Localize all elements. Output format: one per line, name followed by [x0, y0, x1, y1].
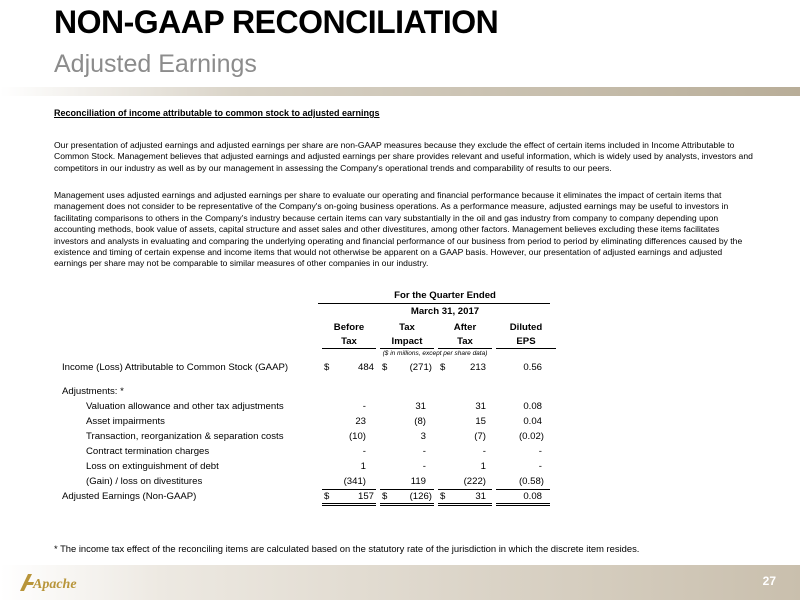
- paragraph-2: Management uses adjusted earnings and adjusted earnings per share to evaluate our operating and financial performance because it eliminates the impact of certain items that management does not consider to be representative of the Company's on-going business operations. As a performance measure, adjusted earnings may be useful to investors in facilitating comparisons to others in the Company's industry because certain items can vary substantially in the oil and gas industry from company to company depending upon accounting methods, book value of assets, capital structure and asset sales and other divestitures, among other factors. Management believes excluding these items facilitates investors and analysts in evaluating and comparing the underlying operating and financial performance of our business from period to period by eliminating differences caused by the existence and timing of certain expense and income items that would not otherwise be apparent on a GAAP basis. However, our presentation of adjusted earnings and adjusted earnings per share may not be comparable to similar measures of other companies in our industry.: [54, 190, 743, 269]
- page-number: 27: [762, 574, 776, 588]
- adj-row-impact: 3: [420, 431, 426, 442]
- col-header-before-bottom: Tax: [341, 336, 357, 347]
- gaap-row-cur3: $: [440, 362, 446, 373]
- period-header-line2: March 31, 2017: [410, 306, 480, 317]
- adj-row-before: -: [362, 446, 366, 457]
- total-row-cur2: $: [382, 491, 388, 502]
- col-underline-4: [496, 348, 556, 349]
- adj-row-after: (222): [463, 476, 486, 487]
- adj-row-eps: -: [538, 461, 542, 472]
- total-row-before: 157: [357, 491, 374, 502]
- section-heading: Reconciliation of income attributable to common stock to adjusted earnings: [54, 108, 380, 118]
- adj-row-impact: (8): [414, 416, 426, 427]
- adj-row-before: (10): [348, 431, 366, 442]
- adj-row-eps: 0.08: [523, 401, 542, 412]
- subtotal-underline-1: [322, 489, 376, 490]
- adj-row-label: Valuation allowance and other tax adjustments: [86, 401, 284, 412]
- adj-row-after: 15: [475, 416, 486, 427]
- adj-row-label: Transaction, reorganization & separation costs: [86, 431, 284, 442]
- adj-row-eps: (0.58): [518, 476, 544, 487]
- total-double-underline-2a: [380, 503, 434, 504]
- adj-row-impact: 119: [410, 476, 426, 487]
- total-double-underline-1b: [322, 505, 376, 506]
- adj-row-after: (7): [474, 431, 486, 442]
- gaap-row-impact: (271): [409, 362, 432, 373]
- col-header-after-top: After: [453, 322, 477, 333]
- footnote: * The income tax effect of the reconciling items are calculated based on the statutory rate of the jurisdiction in which the discrete item resides.: [54, 543, 640, 554]
- col-underline-2: [380, 348, 434, 349]
- adj-row-eps: (0.02): [518, 431, 544, 442]
- total-row-after: 31: [475, 491, 486, 502]
- adj-row-label: Contract termination charges: [86, 446, 210, 457]
- total-double-underline-4a: [496, 503, 550, 504]
- period-underline: [318, 303, 550, 304]
- adj-row-before: 1: [360, 461, 366, 472]
- logo-wordmark: Apache: [33, 577, 77, 592]
- col-underline-1: [322, 348, 376, 349]
- adj-row-after: 1: [480, 461, 486, 472]
- adj-row-label: Loss on extinguishment of debt: [86, 461, 219, 472]
- gaap-row-before: 484: [357, 362, 374, 373]
- slide-title: NON-GAAP RECONCILIATION: [54, 4, 499, 40]
- total-row-impact: (126): [409, 491, 432, 502]
- gaap-row-eps: 0.56: [523, 362, 542, 373]
- adjustments-label: Adjustments: *: [62, 386, 124, 397]
- gaap-row-after: 213: [469, 362, 486, 373]
- adj-row-label: (Gain) / loss on divestitures: [86, 476, 203, 487]
- total-row-cur1: $: [324, 491, 330, 502]
- col-underline-3: [438, 348, 492, 349]
- total-double-underline-4b: [496, 505, 550, 506]
- total-double-underline-1a: [322, 503, 376, 504]
- adj-row-label: Asset impairments: [86, 416, 165, 427]
- adj-row-after: 31: [475, 401, 486, 412]
- apache-logo: [16, 570, 96, 594]
- gaap-row-cur2: $: [382, 362, 388, 373]
- gaap-row-cur1: $: [324, 362, 330, 373]
- total-row-cur3: $: [440, 491, 446, 502]
- col-header-tax-top: Tax: [399, 322, 415, 333]
- title-divider: [0, 87, 800, 96]
- adj-row-before: -: [362, 401, 366, 412]
- total-row-label: Adjusted Earnings (Non-GAAP): [62, 491, 197, 502]
- col-header-eps-bottom: EPS: [516, 336, 536, 347]
- paragraph-1: Our presentation of adjusted earnings and adjusted earnings per share are non-GAAP measures because they exclude the effect of certain items included in Income Attributable to Common Stock. Management believes that adjusted earnings and adjusted earnings per share provides relevant and useful information, which is widely used by analysts, investors and competitors in our industry as well as by our management in assessing the Company's operational trends and comparability of results to our peers.: [54, 140, 753, 173]
- total-double-underline-3b: [438, 505, 492, 506]
- col-header-before-top: Before: [333, 322, 365, 333]
- units-note: ($ in millions, except per share data): [382, 350, 488, 357]
- col-header-tax-bottom: Impact: [391, 336, 423, 347]
- footer-bar: [0, 565, 800, 600]
- gaap-row-label: Income (Loss) Attributable to Common Stock (GAAP): [62, 362, 289, 373]
- period-header-line1: For the Quarter Ended: [394, 290, 496, 301]
- adj-row-impact: 31: [415, 401, 426, 412]
- col-header-after-bottom: Tax: [457, 336, 473, 347]
- adj-row-eps: 0.04: [523, 416, 542, 427]
- adj-row-after: -: [482, 446, 486, 457]
- adj-row-eps: -: [538, 446, 542, 457]
- total-double-underline-2b: [380, 505, 434, 506]
- slide-subtitle: Adjusted Earnings: [54, 50, 257, 78]
- col-header-diluted-top: Diluted: [509, 322, 543, 333]
- subtotal-underline-4: [496, 489, 550, 490]
- subtotal-underline-2: [380, 489, 434, 490]
- adj-row-impact: -: [422, 446, 426, 457]
- adj-row-before: (341): [343, 476, 366, 487]
- adj-row-before: 23: [355, 416, 366, 427]
- total-double-underline-3a: [438, 503, 492, 504]
- total-row-eps: 0.08: [523, 491, 542, 502]
- subtotal-underline-3: [438, 489, 492, 490]
- adj-row-impact: -: [422, 461, 426, 472]
